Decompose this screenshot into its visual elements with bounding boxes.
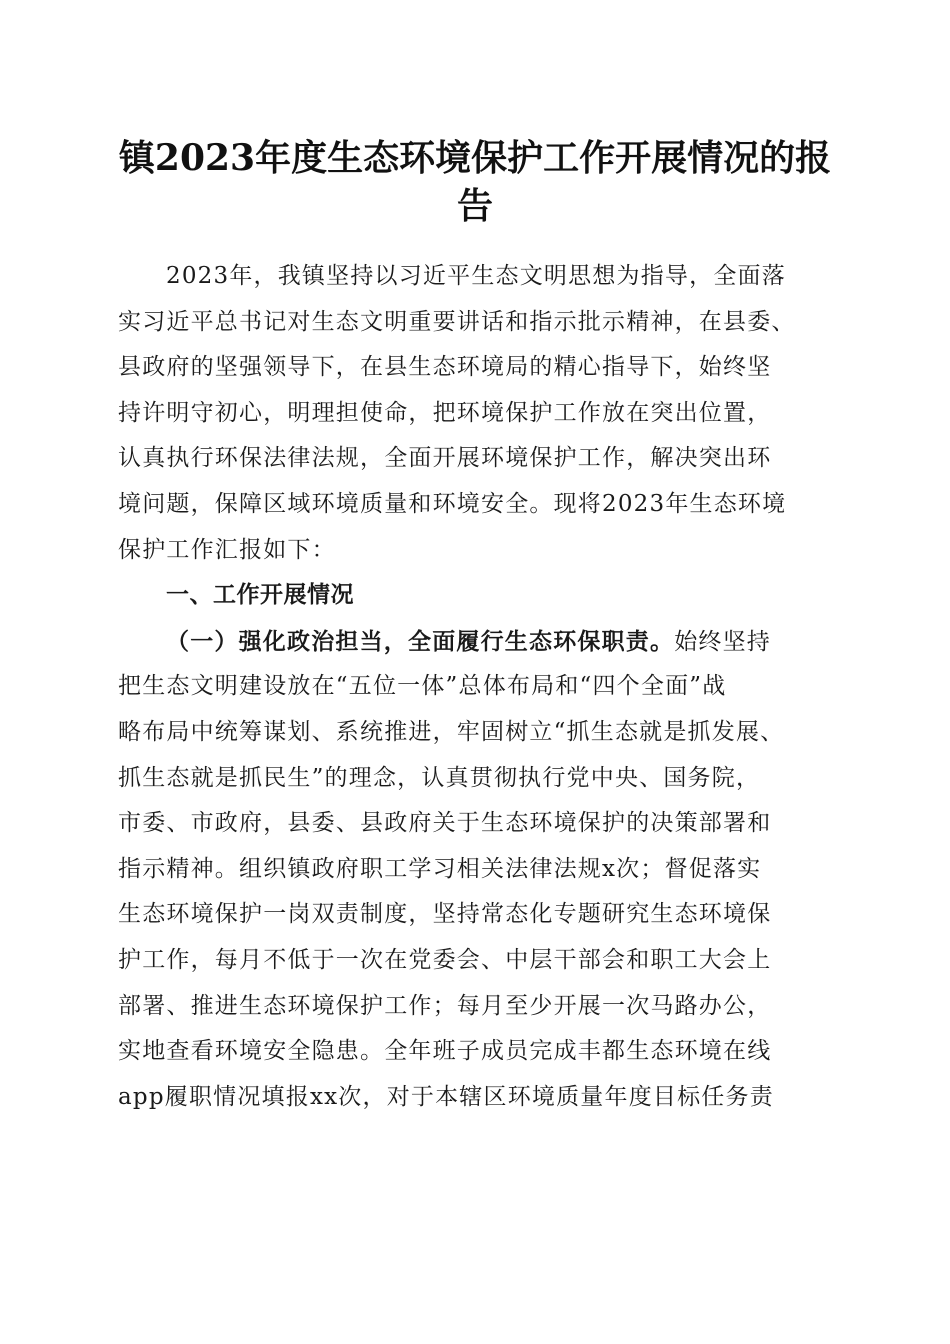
subsection-line-4: 抓生态就是抓民生”的理念，认真贯彻执行党中央、国务院， <box>118 764 761 791</box>
intro-line-4: 持许明守初心，明理担使命，把环境保护工作放在突出位置， <box>118 399 772 426</box>
subsection-lead: （一）强化政治担当，全面履行生态环保职责。 <box>166 627 675 655</box>
subsection-line-9: 部署、推进生态环境保护工作；每月至少开展一次马路办公， <box>118 992 772 1019</box>
subsection-line-3: 略布局中统筹谋划、系统推进，牢固树立“抓生态就是抓发展、 <box>118 718 785 745</box>
title-line-1: 镇2023年度生态环境保护工作开展情况的报 <box>118 137 832 179</box>
subsection-line-10: 实地查看环境安全隐患。全年班子成员完成丰都生态环境在线 <box>118 1038 772 1065</box>
subsection-line-6: 指示精神。组织镇政府职工学习相关法律法规x次；督促落实 <box>118 855 762 882</box>
intro-line-3: 县政府的坚强领导下，在县生态环境局的精心指导下，始终坚 <box>118 354 772 381</box>
intro-line-6: 境问题，保障区域环境质量和环境安全。现将2023年生态环境 <box>118 490 787 517</box>
subsection-line-11: app履职情况填报xx次，对于本辖区环境质量年度目标任务责 <box>118 1083 774 1110</box>
title-line-2: 告 <box>456 185 493 227</box>
subsection-line-8: 护工作，每月不低于一次在党委会、中层干部会和职工大会上 <box>118 946 772 973</box>
intro-line-1: 2023年，我镇坚持以习近平生态文明思想为指导，全面落 <box>166 263 786 289</box>
document-body <box>118 254 838 1120</box>
subsection-line-1: 始终坚持 <box>674 628 772 655</box>
intro-line-5: 认真执行环保法律法规，全面开展环境保护工作，解决突出环 <box>118 445 772 472</box>
document-title <box>118 134 832 230</box>
section-heading: 一、工作开展情况 <box>166 582 354 609</box>
subsection-first-line <box>118 619 838 665</box>
intro-line-2: 实习近平总书记对生态文明重要讲话和指示批示精神，在县委、 <box>118 308 796 335</box>
subsection-line-7: 生态环境保护一岗双责制度，坚持常态化专题研究生态环境保 <box>118 901 772 928</box>
subsection-line-2: 把生态文明建设放在“五位一体”总体布局和“四个全面”战 <box>118 673 727 700</box>
subsection-line-5: 市委、市政府，县委、县政府关于生态环境保护的决策部署和 <box>118 810 772 837</box>
intro-line-7: 保护工作汇报如下： <box>118 536 336 563</box>
